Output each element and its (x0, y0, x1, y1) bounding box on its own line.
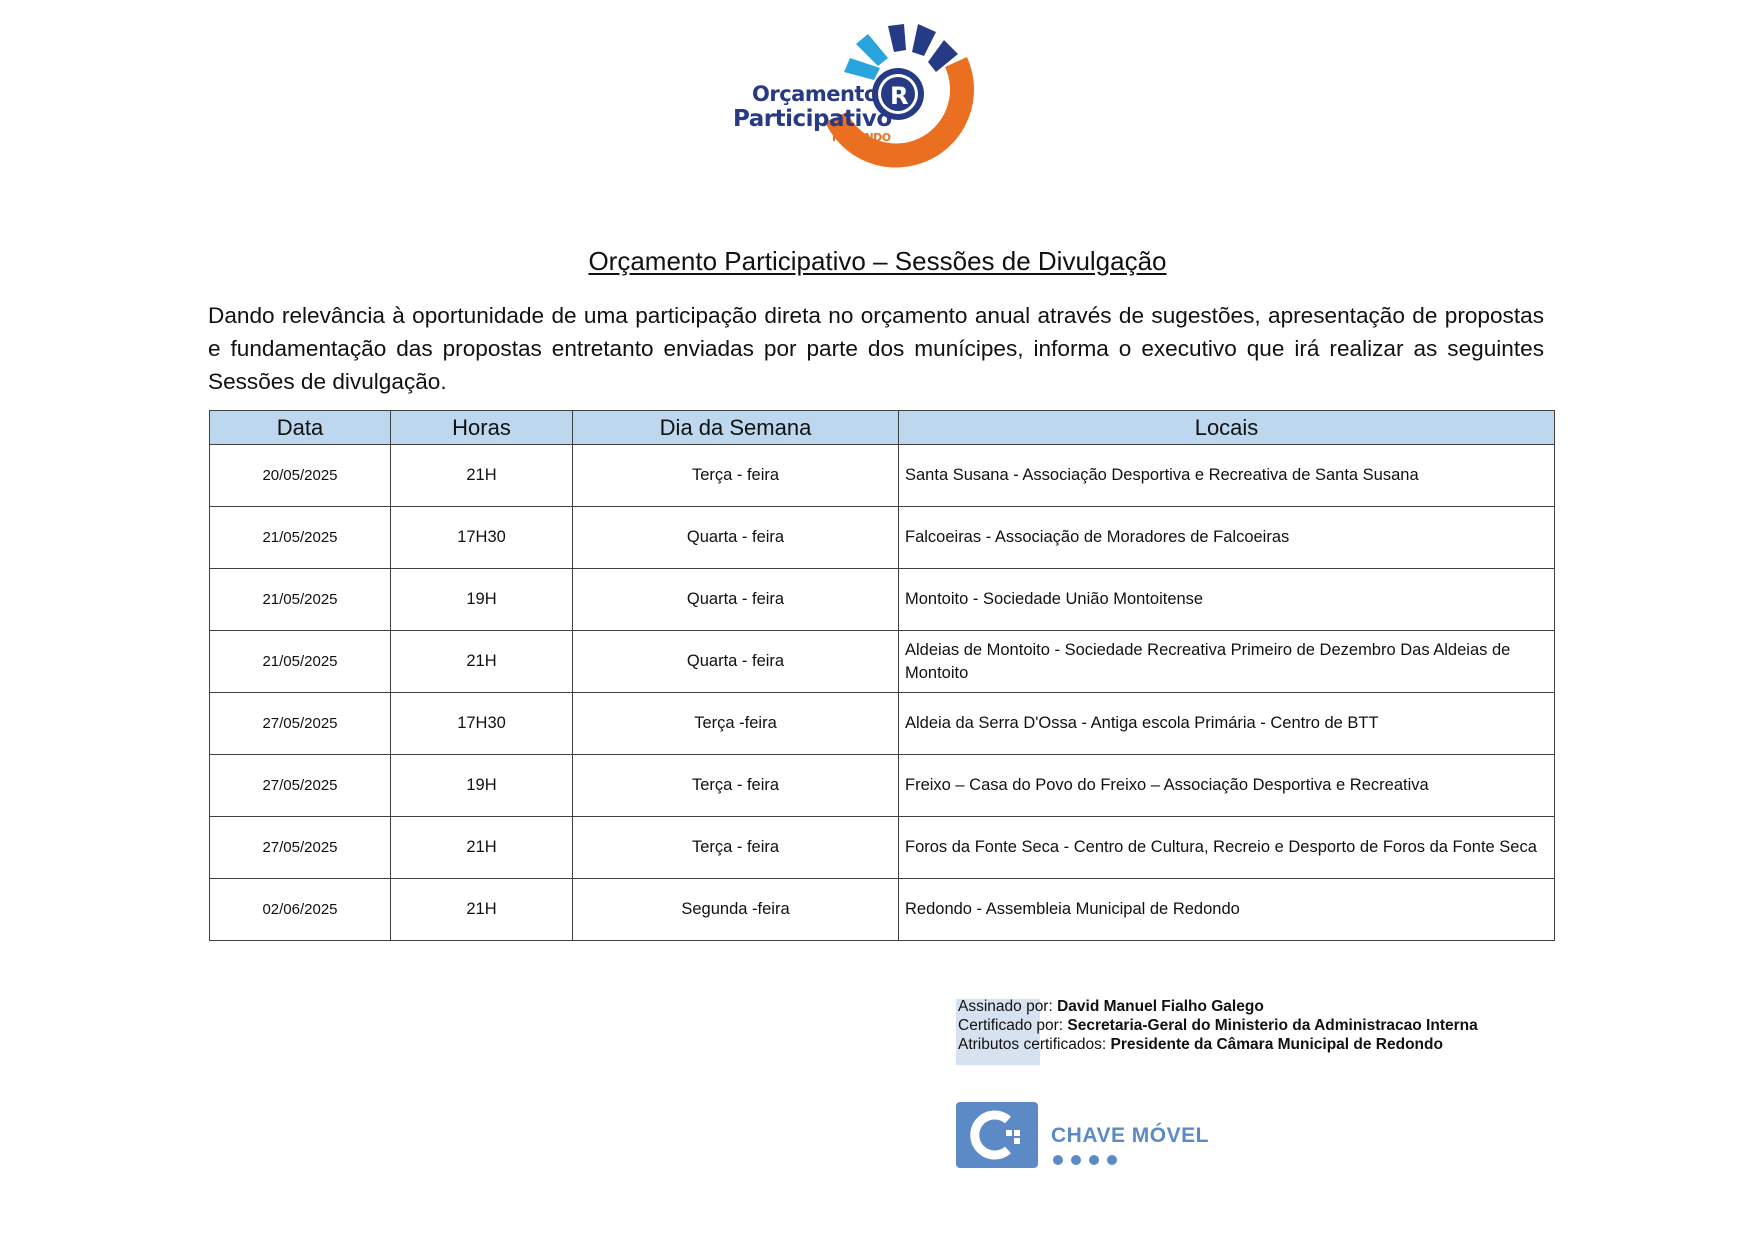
certified-by-value: Secretaria-Geral do Ministerio da Administracao Interna (1067, 1017, 1478, 1034)
signed-by-label: Assinado por: (958, 998, 1053, 1015)
intro-paragraph: Dando relevância à oportunidade de uma participação direta no orçamento anual através de sugestões, apresentação de propostas e fundamentação das propostas entretanto enviadas por parte dos munícipes, informa o executivo que irá realizar as seguintes Sessões de divulgação. (208, 303, 1544, 394)
header-horas: Horas (391, 411, 573, 445)
logo-orcamento-participativo (728, 22, 1038, 182)
cell-date: 02/06/2025 (210, 879, 391, 941)
cell-weekday: Quarta - feira (573, 507, 899, 569)
table-row (210, 445, 1555, 507)
table-row (210, 817, 1555, 879)
cell-weekday: Quarta - feira (573, 569, 899, 631)
logo-line3: REDONDO (832, 131, 891, 144)
chave-movel-label: CHAVE MÓVEL (1051, 1124, 1209, 1147)
cell-date: 21/05/2025 (210, 631, 391, 693)
cell-weekday: Terça - feira (573, 817, 899, 879)
table-header-row (210, 411, 1555, 445)
logo-badge-letter: R (890, 82, 909, 110)
attributes-label: Atributos certificados: (958, 1036, 1107, 1053)
cell-date: 21/05/2025 (210, 507, 391, 569)
cell-location: Redondo - Assembleia Municipal de Redondo (899, 879, 1555, 941)
cell-location: Foros da Fonte Seca - Centro de Cultura, Recreio e Desporto de Foros da Fonte Seca (899, 817, 1555, 879)
cell-location: Aldeia da Serra D'Ossa - Antiga escola Primária - Centro de BTT (899, 693, 1555, 755)
table-row (210, 693, 1555, 755)
table-row (210, 507, 1555, 569)
cell-time: 21H (391, 445, 573, 507)
cell-date: 21/05/2025 (210, 569, 391, 631)
cell-location: Falcoeiras - Associação de Moradores de Falcoeiras (899, 507, 1555, 569)
cell-location: Santa Susana - Associação Desportiva e Recreativa de Santa Susana (899, 445, 1555, 507)
attributes-value: Presidente da Câmara Municipal de Redondo (1110, 1036, 1443, 1053)
table-row (210, 879, 1555, 941)
cell-weekday: Quarta - feira (573, 631, 899, 693)
cell-date: 27/05/2025 (210, 693, 391, 755)
cell-weekday: Segunda -feira (573, 879, 899, 941)
signature-signed-by (958, 998, 1264, 1016)
cell-time: 17H30 (391, 507, 573, 569)
header-dia-da-semana: Dia da Semana (573, 411, 899, 445)
header-locais: Locais (899, 411, 1555, 445)
cell-location: Montoito - Sociedade União Montoitense (899, 569, 1555, 631)
cell-time: 19H (391, 569, 573, 631)
digital-signature (956, 998, 1576, 1068)
cell-weekday: Terça -feira (573, 693, 899, 755)
signature-attributes (958, 1036, 1443, 1054)
table-row (210, 569, 1555, 631)
cell-time: 21H (391, 631, 573, 693)
chave-movel-logo (956, 1100, 1209, 1170)
logo-line1: Orçamento (752, 82, 878, 106)
cell-weekday: Terça - feira (573, 755, 899, 817)
header-data: Data (210, 411, 391, 445)
cell-location: Freixo – Casa do Povo do Freixo – Associação Desportiva e Recreativa (899, 755, 1555, 817)
cell-weekday: Terça - feira (573, 445, 899, 507)
table-row (210, 755, 1555, 817)
cell-time: 17H30 (391, 693, 573, 755)
cell-date: 27/05/2025 (210, 817, 391, 879)
cell-location: Aldeias de Montoito - Sociedade Recreativa Primeiro de Dezembro Das Aldeias de Montoito (899, 631, 1555, 693)
cell-date: 27/05/2025 (210, 755, 391, 817)
cell-date: 20/05/2025 (210, 445, 391, 507)
cell-time: 19H (391, 755, 573, 817)
cell-time: 21H (391, 817, 573, 879)
document-title: Orçamento Participativo – Sessões de Divulgação (588, 246, 1167, 276)
cell-time: 21H (391, 879, 573, 941)
logo-line2: Participativo (733, 106, 892, 132)
certified-by-label: Certificado por: (958, 1017, 1064, 1034)
sessions-table (209, 410, 1555, 941)
table-row (210, 631, 1555, 693)
signed-by-value: David Manuel Fialho Galego (1057, 998, 1264, 1015)
signature-certified-by (958, 1017, 1478, 1035)
